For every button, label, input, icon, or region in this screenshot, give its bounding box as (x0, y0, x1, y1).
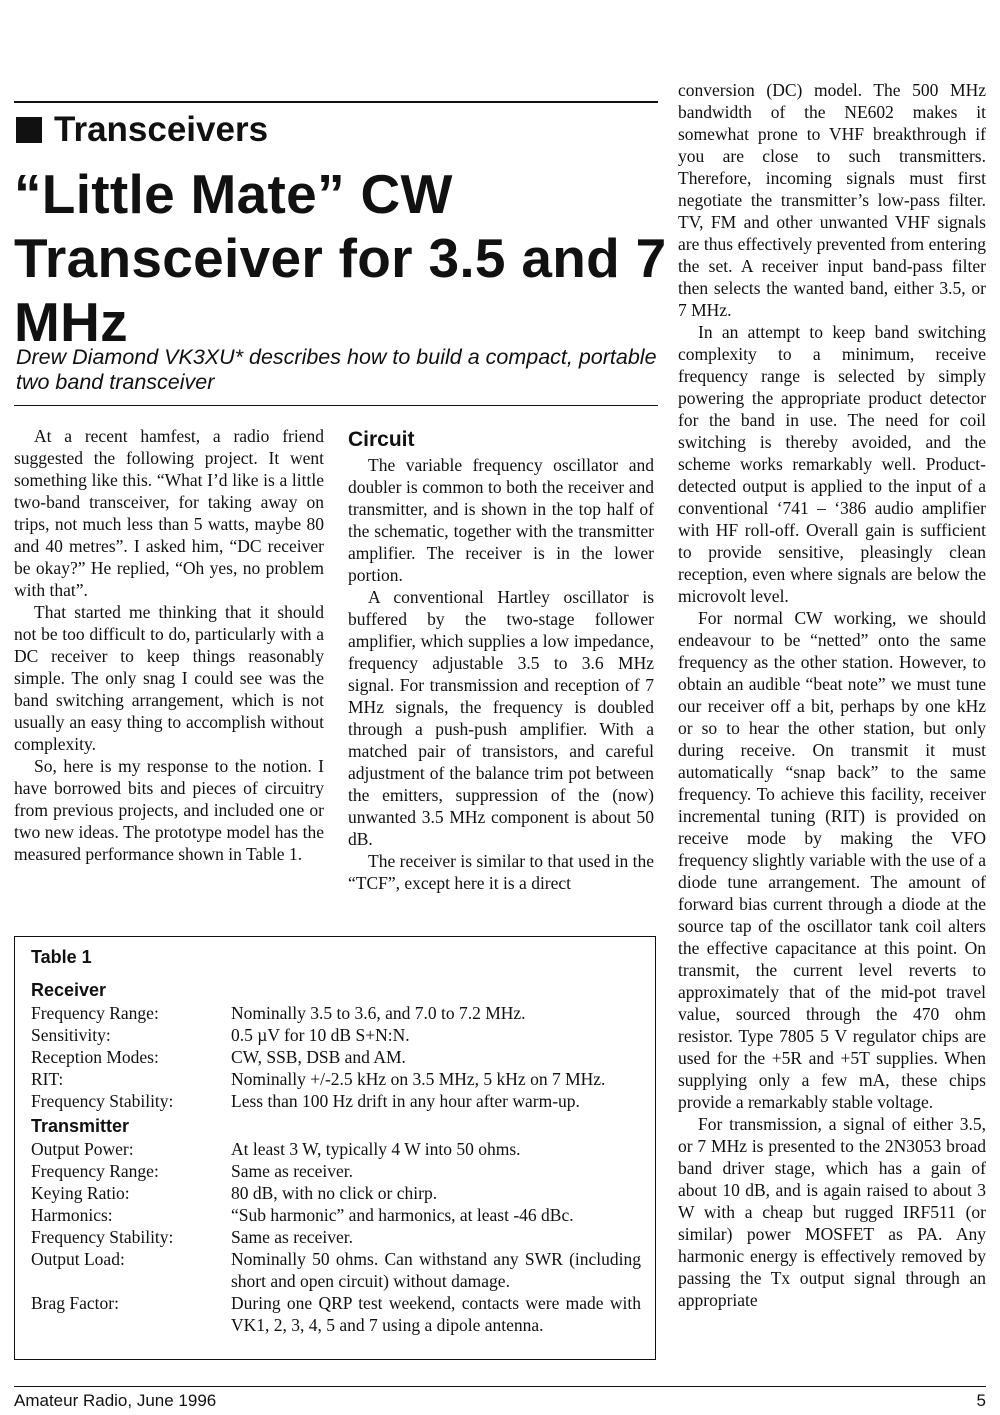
table-row (31, 1002, 655, 1024)
table-row (31, 1024, 655, 1046)
section-heading (16, 108, 268, 152)
row-label: Keying Ratio: (31, 1183, 130, 1203)
row-value: At least 3 W, typically 4 W into 50 ohms. (231, 1139, 521, 1159)
row-label: Frequency Stability: (31, 1091, 174, 1111)
table-row (31, 1204, 655, 1226)
row-value: “Sub harmonic” and harmonics, at least -46 dBc. (231, 1205, 574, 1225)
spec-table (14, 936, 656, 1360)
article-title: “Little Mate” CW Transceiver for 3.5 and 7 MHz (14, 163, 667, 353)
footer-publication: Amateur Radio, June 1996 (14, 1391, 217, 1410)
row-label: Frequency Stability: (31, 1227, 174, 1247)
paragraph: In an attempt to keep band switching complexity to a minimum, receive frequency range is selected by simply powering the appropriate product detector for the band in use. The need for coil switching is thereby avoided, and the scheme works remarkably well. Product-detected output is applied to the input of a conventional ‘741 – ‘386 audio amplifier with HF roll-off. Overall gain is sufficient to provide sensitive, pleasingly clean reception, even where signals are below the microvolt level. (678, 322, 986, 606)
row-label: RIT: (31, 1069, 64, 1089)
table-row (31, 1046, 655, 1068)
transmitter-rows (31, 1138, 655, 1336)
row-value: CW, SSB, DSB and AM. (231, 1047, 406, 1067)
paragraph: So, here is my response to the notion. I have borrowed bits and pieces of circuitry from previous projects, and included one or two new ideas. The prototype model has the measured performance shown in Table 1. (14, 756, 324, 864)
square-bullet-icon (16, 117, 42, 143)
row-value: Less than 100 Hz drift in any hour after warm-up. (231, 1091, 580, 1111)
transmitter-heading: Transmitter (31, 1116, 130, 1136)
page-number: 5 (976, 1391, 986, 1410)
row-value: During one QRP test weekend, contacts were made with VK1, 2, 3, 4, 5 and 7 using a dipole antenna. (231, 1293, 641, 1335)
column-2 (348, 428, 654, 894)
row-label: Sensitivity: (31, 1025, 111, 1045)
row-value: 80 dB, with no click or chirp. (231, 1183, 438, 1203)
receiver-rows (31, 1002, 655, 1112)
section-label: Transceivers (54, 110, 269, 149)
paragraph: The receiver is similar to that used in the “TCF”, except here it is a direct (348, 851, 654, 893)
receiver-heading: Receiver (31, 980, 107, 1000)
table-row (31, 1138, 655, 1160)
paragraph: The variable frequency oscillator and doubler is common to both the receiver and transmitter, and is shown in the top half of the schematic, together with the transmitter amplifier. The receiver is in the lower portion. (348, 455, 654, 585)
table-row (31, 1160, 655, 1182)
circuit-heading: Circuit (348, 428, 415, 451)
paragraph: conversion (DC) model. The 500 MHz bandwidth of the NE602 makes it somewhat prone to VHF breakthrough if you are close to such transmitters. Therefore, incoming signals must first negotiate the transmitter’s low-pass filter. TV, FM and other unwanted VHF signals are thus effectively prevented from entering the set. A receiver input band-pass filter then selects the wanted band, either 3.5, or 7 MHz. (678, 80, 986, 320)
row-value: Nominally 50 ohms. Can withstand any SWR (including short and open circuit) without damage. (231, 1249, 641, 1291)
paragraph: For transmission, a signal of either 3.5, or 7 MHz is presented to the 2N3053 broad band driver stage, which has a gain of about 10 dB, and is again raised to about 3 W with a cheap but rugged IRF511 (or similar) power MOSFET as PA. Any harmonic energy is effectively removed by passing the Tx output signal through an appropriate (678, 1114, 986, 1310)
row-label: Output Load: (31, 1249, 125, 1269)
column-1 (14, 425, 324, 865)
paragraph: A conventional Hartley oscillator is buffered by the two-stage follower amplifier, which supplies a low impedance, frequency adjustable 3.5 to 3.6 MHz signal. For transmission and reception of 7 MHz signals, the frequency is doubled through a push-push amplifier. With a matched pair of transistors, and careful adjustment of the balance trim pot between the emitters, suppression of the (now) unwanted 3.5 MHz component is about 50 dB. (348, 587, 654, 849)
table-title: Table 1 (31, 947, 92, 967)
top-rule (14, 101, 658, 103)
row-label: Harmonics: (31, 1205, 113, 1225)
subtitle-rule (14, 405, 658, 406)
table-row (31, 1182, 655, 1204)
article-subtitle: Drew Diamond VK3XU* describes how to build a compact, portable two band transceiver (16, 345, 657, 394)
row-value: 0.5 µV for 10 dB S+N:N. (231, 1025, 410, 1045)
row-label: Output Power: (31, 1139, 134, 1159)
paragraph: At a recent hamfest, a radio friend suggested the following project. It went something like this. “What I’d like is a little two-band transceiver, for taking away on trips, not much less than 5 watts, maybe 80 and 40 metres”. I asked him, “DC receiver be okay?” He replied, “Oh yes, no problem with that”. (14, 426, 324, 600)
footer-rule (14, 1386, 986, 1387)
row-value: Nominally 3.5 to 3.6, and 7.0 to 7.2 MHz. (231, 1003, 526, 1023)
table-row (31, 1068, 655, 1090)
row-value: Same as receiver. (231, 1227, 353, 1247)
row-value: Same as receiver. (231, 1161, 353, 1181)
paragraph: For normal CW working, we should endeavour to be “netted” onto the same frequency as the other station. However, to obtain an audible “beat note” we must tune our receiver off a bit, perhaps by one kHz or so to hear the other station, but only during receive. On transmit it must automatically “snap back” to the same frequency. To achieve this facility, receiver incremental tuning (RIT) is provided on receive mode by making the VFO frequency slightly variable with the use of a diode tune arrangement. The amount of forward bias current through a diode at the source tap of the oscillator tank coil alters the effective capacitance at this point. On transmit, the current level reverts to approximately that of the mid-pot travel value, sourced through the 470 ohm resistor. Type 7805 5 V regulator chips are used for the +5R and +5T supplies. When supplying only a few mA, these chips provide a remarkably stable voltage. (678, 608, 986, 1112)
row-label: Frequency Range: (31, 1161, 159, 1181)
paragraph: That started me thinking that it should not be too difficult to do, particularly with a DC receiver to keep things reasonably simple. The only snag I could see was the band switching arrangement, which is not usually an easy thing to accomplish without complexity. (14, 602, 324, 754)
table-row (31, 1248, 655, 1292)
table-row (31, 1226, 655, 1248)
row-label: Brag Factor: (31, 1293, 119, 1313)
table-row (31, 1090, 655, 1112)
row-value: Nominally +/-2.5 kHz on 3.5 MHz, 5 kHz on 7 MHz. (231, 1069, 606, 1089)
row-label: Reception Modes: (31, 1047, 159, 1067)
column-3 (678, 79, 986, 1311)
table-row (31, 1292, 655, 1336)
row-label: Frequency Range: (31, 1003, 159, 1023)
